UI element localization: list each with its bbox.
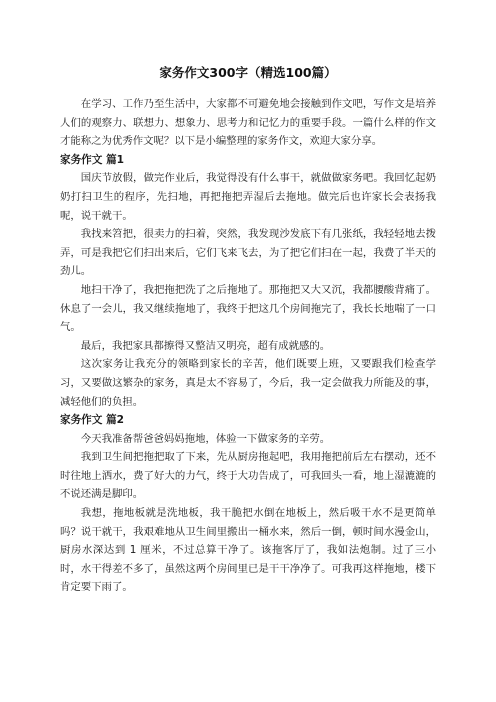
intro-paragraph: 在学习、工作乃至生活中，大家都不可避免地会接触到作文吧，写作文是培养人们的观察力、联想力、想象力、思考力和记忆力的重要手段。一篇什么样的作文才能称之为优秀作文呢？以下是小编整理的家务作文，欢迎大家分享。 [60,98,436,148]
section-paragraph: 最后，我把家具都擦得又整洁又明亮，超有成就感的。 [80,339,331,352]
section-2 [60,411,436,597]
section-paragraph: 地扫干净了，我把拖把洗了之后拖地了。那拖把又大又沉，我都腰酸背痛了。休息了一会儿，我又继续拖地了，我终于把这几个房间拖完了，我长长地喘了一口气。 [60,283,436,334]
section-paragraph: 我到卫生间把拖把取了下来，先从厨房拖起吧，我用拖把前后左右摆动，还不时往地上洒水，费了好大的力气，终于大功告成了，可我回头一看，地上湿漉漉的不说还满是脚印。 [60,451,436,501]
section-heading: 家务作文 篇1 [60,153,125,166]
section-1 [60,151,436,411]
section-paragraph: 这次家务让我充分的领略到家长的辛苦，他们既要上班，又要跟我们检查学习，又要做这繁杂的家务，真是太不容易了，今后，我一定会做我力所能及的事，减轻他们的负担。 [60,358,436,408]
section-paragraph: 我找来笤把，很卖力的扫着，突然，我发现沙发底下有几张纸，我轻轻地去拨弄，可是我把它们扫出来后，它们飞来飞去，为了把它们扫在一起，我费了半天的劲儿。 [60,228,436,278]
section-paragraph: 国庆节放假，做完作业后，我觉得没有什么事干，就做做家务吧。我回忆起奶奶打扫卫生的程序，先扫地，再把拖把弄湿后去拖地。做完后也许家长会表扬我呢，说干就干。 [60,172,436,222]
section-paragraph: 今天我准备帮爸爸妈妈拖地，体验一下做家务的辛劳。 [80,432,331,445]
section-heading: 家务作文 篇2 [60,414,125,427]
document-title: 家务作文300字（精选100篇） [159,65,337,80]
section-paragraph: 我想，拖地板就是洗地板，我干脆把水倒在地板上，然后吸干水不是更简单吗？说干就干，我艰难地从卫生间里搬出一桶水来，然后一倒，顿时间水漫金山，厨房水深达到 1 厘米，不过总算干净了。该拖客厅了，我如法炮制。过了三小时，水干得差不多了，虽然这两个房间里已是干干净净了。可我再这样拖地，楼下肯定要下雨了。 [60,507,436,594]
